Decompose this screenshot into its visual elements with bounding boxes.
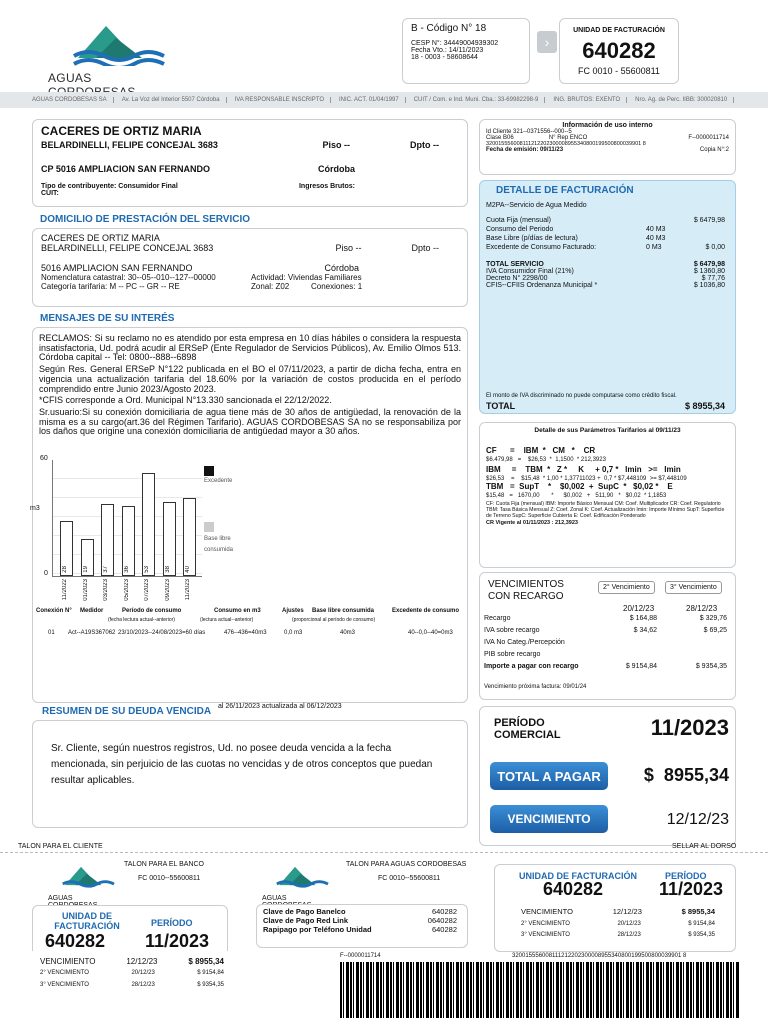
aguas-unidad-label: UNIDAD DE FACTURACIÓN — [519, 871, 637, 881]
deuda-box — [32, 720, 468, 828]
clave-pago-row — [263, 916, 461, 925]
vencimiento-row — [484, 651, 727, 663]
venc-row-label: PIB sobre recargo — [484, 651, 541, 658]
company-info-bar — [0, 92, 768, 108]
dom-dpto: Dpto -- — [411, 243, 439, 253]
clave-pago-label: Clave de Pago Banelco — [263, 907, 346, 916]
total-a-pagar-button[interactable]: TOTAL A PAGAR — [490, 762, 608, 790]
detalle-total-row — [486, 275, 729, 282]
cesp: CESP N°: 34449004939302 — [411, 40, 499, 47]
clave-pago-box — [256, 904, 468, 948]
mensajes-title: MENSAJES DE SU INTERÉS — [40, 313, 175, 324]
deuda-date: al 26/11/2023 actualizada al 06/12/2023 — [218, 703, 342, 710]
legend-excedente-label: Excedente — [204, 478, 233, 484]
water-mountain-icon — [48, 862, 122, 890]
stub-unidad-label: UNIDAD DE FACTURACIÓN — [54, 911, 120, 931]
stub-v3-date: 28/12/23 — [131, 982, 155, 988]
dom-nomen: Nomenclatura catastral: 30--05--010--127--00000 — [41, 273, 216, 282]
talon-cliente-label: TALON PARA EL CLIENTE — [18, 843, 103, 850]
info-bar-item: INIC. ACT. 01/04/1997 — [339, 97, 406, 103]
mensaje-reclamos: RECLAMOS: Si su reclamo no es atendido por esta empresa en 10 días hábiles o considera la respuesta insatisfactoria, Ud. podrá acudir al ERSeP (Ente Regulador de Servicios Públicos), Av. Emilio Olmos 513. Córdoba capital -- Tel: 0800--888--6898 — [39, 333, 461, 363]
mensaje-ersep: Según Res. General ERSeP N°122 publicada en el BO el 07/11/2023, a partir de dicha fecha, entra en vigencia una actualización tarifaria del 18.60% por la variación de costos producida en el período comprendido entre Junio 2023/Agosto 2023. — [39, 364, 461, 394]
info-bar-item: Nro. Ag. de Perc. IIBB: 300020810 — [635, 97, 734, 103]
clave-pago-row — [263, 907, 461, 916]
info-bar-item: AGUAS CORDOBESAS SA — [32, 97, 114, 103]
detalle-item — [486, 244, 729, 253]
clave-pago-label: Rapipago por Teléfono Unidad — [263, 925, 372, 934]
detalle-item-mid: 0 M3 — [646, 244, 662, 251]
detalle-total-value: $ 6479,98 — [693, 261, 725, 268]
codigo-label: B - Código N° 18 — [411, 23, 487, 34]
vencimiento-row — [484, 639, 727, 651]
detalle-item-mid: 40 M3 — [646, 226, 666, 233]
barcode-f-number: F--0000011714 — [340, 953, 381, 959]
unidad-value: 640282 — [582, 38, 656, 63]
chart-bar-label: 37 — [103, 566, 109, 573]
detalle-total-row — [486, 268, 729, 275]
detalle-total-row — [486, 282, 729, 289]
y-axis-label: m3 — [30, 505, 40, 512]
stub-v3-amount: $ 9354,35 — [197, 982, 224, 988]
detalle-service: M2PA--Servicio de Agua Medido — [486, 202, 587, 209]
unidad-label: UNIDAD DE FACTURACIÓN — [573, 27, 665, 34]
venc-row-label: IVA No Categ./Percepción — [484, 639, 565, 646]
venc-row-label: Recargo — [484, 615, 511, 622]
x-tick-label: 07/2023 — [144, 579, 150, 601]
vencimiento-date: 12/12/23 — [666, 811, 729, 828]
stub-venc-date: 12/12/23 — [126, 957, 158, 966]
dom-piso: Piso -- — [335, 243, 362, 253]
water-mountain-icon — [48, 18, 178, 66]
brand-name: AGUAS — [48, 71, 92, 85]
x-tick-label: 01/2023 — [82, 579, 89, 601]
detalle-total-row — [486, 261, 729, 268]
th-consumo: Consumo en m3 — [214, 608, 261, 614]
stub-unidad: 640282 — [45, 931, 106, 951]
periodo-label: PERÍODO COMERCIAL — [494, 717, 561, 741]
aguas-venc-amount: $ 8955,34 — [681, 907, 715, 916]
venc-row-v1: $ 164,88 — [629, 615, 657, 622]
client-name: CACERES DE ORTIZ MARIA — [41, 124, 202, 138]
clave-pago-row — [263, 925, 461, 934]
uso-interno-box — [479, 119, 736, 175]
x-tick-label: 03/2023 — [103, 579, 109, 601]
tab-2-vencimiento[interactable]: 2° Vencimiento — [598, 581, 655, 594]
barcode-number: 320015556008111212202300008955340800199500800039901 8 — [512, 953, 687, 959]
td-base: 40m3 — [340, 630, 356, 636]
x-tick-label: 11/2023 — [185, 579, 191, 601]
mensaje-conexion: Sr.usuario:Si su conexión domiciliaria de agua tiene más de 30 años de antigüedad, la renovación de la misma es a su cargo(art.36 del Régimen Tarifario). AGUAS CORDOBESAS SA no se responsabiliza por los daños que origine una conexión domiciliaria de antigüedad mayor a 30 años. — [39, 407, 461, 437]
th-sub-fecha: (fecha lectura actual--anterior) — [108, 617, 175, 623]
clave-pago-label: Clave de Pago Red Link — [263, 916, 349, 925]
dom-conexiones: Conexiones: 1 — [311, 282, 363, 291]
total-value: $ 8955,34 — [684, 401, 725, 411]
talon-brand-1: AGUAS — [48, 895, 73, 902]
info-bar-item: CUIT / Com. e Ind. Muni. Cba.: 33-69982298-9 — [414, 97, 546, 103]
uso-interno-title: Información de uso interno — [562, 122, 653, 129]
aguas-unidad: 640282 — [543, 879, 604, 899]
detalle-title: DETALLE DE FACTURACIÓN — [496, 185, 634, 196]
aguas-v3-date: 28/12/23 — [617, 932, 641, 938]
chart-bar — [142, 473, 155, 576]
plot-area — [52, 460, 202, 577]
chart-bar — [101, 504, 114, 576]
clave-pago-value: 640282 — [431, 925, 457, 934]
aguas-v3-label: 3° VENCIMIENTO — [521, 932, 570, 938]
pago-box — [479, 706, 736, 846]
venc-date-1: 20/12/23 — [623, 604, 655, 613]
param-cf-values: $6.479,98 = $26,53 * 1,1500 * 212,3923 — [486, 457, 606, 463]
client-box — [32, 119, 468, 207]
td-consumo: 476--436=40m3 — [224, 630, 267, 636]
stub-venc-label: VENCIMIENTO — [40, 957, 96, 966]
vencimiento-row — [484, 627, 727, 639]
clase: Clase B06 — [486, 135, 514, 141]
dom-actividad: Actividad: Viviendas Familiares — [251, 273, 362, 282]
fc-banco: FC 0010--55600811 — [138, 875, 201, 882]
aguas-periodo: 11/2023 — [659, 879, 724, 899]
domicilio-box — [32, 228, 468, 307]
parametros-title: Detalle de sus Parámetros Tarifarios al 09/11/23 — [534, 427, 681, 434]
id-cliente: Id Cliente 321--0371556--000--5 — [486, 129, 572, 135]
arrow-right-icon: › — [537, 31, 557, 53]
deuda-text: Sr. Cliente, según nuestros registros, Ud. no posee deuda vencida a la fecha mencionada, sin perjuicio de las cuotas no vencidas y de otros conceptos que puedan resultar aplicables. — [51, 743, 433, 786]
sellar-label: SELLAR AL DORSO — [672, 843, 737, 850]
detalle-total-label: IVA Consumidor Final (21%) — [486, 268, 574, 275]
clave-pago-value: 640282 — [431, 907, 457, 916]
talon-banco-label: TALON PARA EL BANCO — [124, 861, 205, 868]
venc-row-v2: $ 69,25 — [703, 627, 727, 634]
venc-row-v2: $ 9354,35 — [695, 663, 727, 670]
chart-bar — [163, 502, 176, 576]
chart-bar-label: 53 — [144, 566, 150, 573]
legend-base-swatch — [204, 522, 214, 532]
param-tbm: TBM = SupT * $0,002 + SupC * $0,02 * E — [486, 482, 673, 491]
vencimiento-row — [484, 663, 727, 675]
th-sub-proporcional: (proporcional al período de consumo) — [292, 617, 376, 623]
detalle-item-label: Cuota Fija (mensual) — [486, 217, 551, 224]
info-bar-item: ING. BRUTOS: EXENTO — [553, 97, 627, 103]
th-excedente: Excedente de consumo — [392, 608, 460, 614]
brand-logo — [48, 18, 178, 85]
stub-v2-amount: $ 9154,84 — [197, 970, 224, 976]
dom-cp: 5016 AMPLIACION SAN FERNANDO — [41, 263, 193, 273]
stub-v3-label: 3° VENCIMIENTO — [40, 982, 89, 988]
th-ajustes: Ajustes — [282, 608, 304, 614]
info-bar-item: IVA RESPONSABLE INSCRIPTO — [235, 97, 331, 103]
unidad-facturacion-box — [559, 18, 679, 84]
talon-logo-1 — [48, 862, 122, 909]
venc-date-2: 28/12/23 — [686, 604, 718, 613]
venc-row-v1: $ 9154,84 — [625, 663, 657, 670]
client-cp: CP 5016 AMPLIACION SAN FERNANDO — [41, 164, 211, 174]
td-ajustes: 0,0 m3 — [284, 630, 303, 636]
client-cuit: CUIT: — [41, 190, 59, 197]
param-cf: CF = IBM * CM * CR — [486, 446, 596, 455]
dom-city: Córdoba — [324, 263, 359, 273]
detalle-item-label: Base Libre (p/días de lectura) — [486, 235, 578, 242]
detalle-box — [479, 180, 736, 414]
proxima-factura: Vencimiento próxima factura: 09/01/24 — [484, 684, 587, 690]
consumo-table — [36, 608, 466, 642]
fc-number: FC 0010 - 55600811 — [578, 66, 660, 76]
aguas-venc-date: 12/12/23 — [612, 907, 642, 916]
th-periodo: Período de consumo — [122, 608, 182, 614]
client-city: Córdoba — [318, 164, 355, 174]
x-tick-label: 09/2023 — [164, 579, 171, 601]
x-tick-label: 11/2022 — [62, 579, 68, 601]
stub-vencimientos — [40, 957, 224, 988]
detalle-item-label: Consumo del Periodo — [486, 226, 554, 233]
parametros-box — [479, 422, 736, 568]
td-periodo: 23/10/2023--24/08/2023=60 días — [118, 630, 206, 636]
th-conexion: Conexión N° — [36, 608, 72, 614]
stub-venc-amount: $ 8955,34 — [188, 957, 224, 966]
client-piso: Piso -- — [322, 140, 350, 150]
stub-v2-label: 2° VENCIMIENTO — [40, 970, 89, 976]
chart-bar-label: 36 — [123, 566, 130, 573]
td-conexion: 01 — [48, 630, 55, 636]
talon-logo-2 — [262, 862, 336, 909]
dom-categoria: Categoría tarifaria: M -- PC -- GR -- RE — [41, 282, 180, 291]
total-a-pagar-value: $ 8955,34 — [643, 765, 729, 785]
detalle-total-value: $ 1036,80 — [693, 282, 725, 289]
detalle-total-label: TOTAL SERVICIO — [486, 261, 544, 268]
detalle-item — [486, 217, 729, 226]
chart-bar — [122, 506, 135, 576]
dom-name: CACERES DE ORTIZ MARIA — [41, 233, 160, 243]
chart-bar — [60, 521, 73, 576]
venc-row-label: IVA sobre recargo — [484, 627, 540, 634]
chart-bar-label: 38 — [164, 566, 171, 573]
chart-bar-label: 19 — [82, 566, 89, 573]
y-tick-top: 60 — [40, 455, 48, 462]
fecha-vto: Fecha Vto.: 14/11/2023 — [411, 47, 484, 54]
aguas-v2-date: 20/12/23 — [617, 921, 641, 927]
talon-brand-2: AGUAS — [262, 895, 287, 902]
info-bar-item: Av. La Voz del Interior 5507 Córdoba — [122, 97, 227, 103]
tab-3-vencimiento[interactable]: 3° Vencimiento — [665, 581, 722, 594]
y-tick-bottom: 0 — [44, 570, 48, 577]
param-ibm-values: $26,53 = $15,48 * 1,00 * 1,37711023 + 0,7 * $7,448109 >= $7,448109 — [486, 476, 687, 482]
code-box — [402, 18, 530, 84]
detalle-item — [486, 235, 729, 244]
client-dpto: Dpto -- — [410, 140, 439, 150]
chart-bar-label: 40 — [185, 566, 191, 573]
th-base: Base libre consumida — [312, 608, 375, 614]
total-label: TOTAL — [486, 401, 516, 411]
talon-banco-box — [32, 905, 228, 951]
copia: Copia N°:2 — [699, 147, 729, 153]
water-mountain-icon — [262, 862, 336, 890]
venc-row-v2: $ 329,76 — [699, 615, 727, 622]
mensaje-cfis: *CFIS corresponde a Ord. Municipal N°13.330 sancionada el 22/12/2022. — [39, 395, 332, 406]
rep: N° Rep ENCO — [548, 135, 588, 141]
detalle-item — [486, 226, 729, 235]
talon-aguas-box — [494, 864, 736, 952]
chart-bar — [81, 539, 94, 576]
detalle-total-value: $ 1360,80 — [693, 268, 725, 275]
internal-number: 320015556008111212202300008955340800199500800039901 8 — [486, 141, 646, 147]
cr-vigente: CR Vigente al 01/11/2023 : 212,3923 — [486, 519, 578, 526]
venc-row-v1: $ 34,62 — [633, 627, 657, 634]
legend-base — [204, 522, 240, 556]
dom-zonal: Zonal: Z02 — [251, 282, 290, 291]
detalle-total-value: $ 77,76 — [701, 275, 725, 282]
talon-aguas-label: TALON PARA AGUAS CORDOBESAS — [346, 861, 467, 868]
chart-bar — [183, 498, 196, 576]
fc-aguas: FC 0010--55600811 — [378, 875, 441, 882]
detalle-item-mid: 40 M3 — [646, 235, 666, 242]
periodo-value: 11/2023 — [650, 715, 729, 740]
detalle-item-label: Excedente de Consumo Facturado: — [486, 244, 597, 251]
aguas-venc-label: VENCIMIENTO — [521, 907, 573, 916]
stub-v2-date: 20/12/23 — [131, 970, 155, 976]
stub-periodo-label: PERÍODO — [151, 918, 193, 928]
stub-periodo: 11/2023 — [145, 931, 210, 951]
param-ibm: IBM = TBM * Z * K + 0,7 * Imin >= Imin — [486, 465, 681, 474]
detalle-total-label: CFIS--CFIIS Ordenanza Municipal * — [486, 282, 598, 289]
client-tipo: Tipo de contribuyente: Consumidor Final — [41, 183, 178, 190]
vencimiento-button[interactable]: VENCIMIENTO — [490, 805, 608, 833]
aguas-v2-amount: $ 9154,84 — [688, 921, 715, 927]
domicilio-title: DOMICILIO DE PRESTACIÓN DEL SERVICIO — [40, 214, 251, 225]
detalle-item-value: $ 6479,98 — [693, 217, 725, 224]
aguas-v3-amount: $ 9354,35 — [688, 932, 715, 938]
vencimientos-box — [479, 572, 736, 700]
vencimientos-title: VENCIMIENTOS CON RECARGO — [488, 579, 564, 602]
aguas-periodo-label: PERÍODO — [665, 871, 707, 881]
barcode — [340, 962, 740, 1018]
aguas-v2-label: 2° VENCIMIENTO — [521, 921, 570, 927]
iva-note: El monto de IVA discriminado no puede computarse como crédito fiscal. — [486, 393, 677, 399]
th-sub-lectura: (lectura actual--anterior) — [200, 617, 254, 623]
legend-base-label: Base libre consumida — [204, 536, 234, 553]
detalle-total-label: Decreto N° 2298/00 — [486, 275, 548, 282]
th-medidor: Medidor — [80, 608, 104, 614]
param-legend: CF: Cuota Fija (mensual) IBM: Importe Básico Mensual CM: Coef. Multiplicador CR: Coef. Regulatorio TBM: Tasa Básica Mensual Z: Coef. Zonal K: Coef. Actualización Imin: Importe Mínimo SupT: Superficie de Terreno SupC: Superficie Cubierta E: Coef. Edificación Ponderado — [486, 501, 725, 520]
cut-line — [0, 852, 768, 853]
param-tbm-values: $15,48 = 1670,00 * $0,002 + 511,90 * $0,02 * 1,1853 — [486, 493, 667, 499]
chart-bar-label: 28 — [62, 566, 68, 573]
deuda-title: RESUMEN DE SU DEUDA VENCIDA — [42, 706, 212, 717]
nro-factura: 18 - 0003 - 58608644 — [411, 54, 478, 61]
fecha-emision: Fecha de emisión: 09/11/23 — [486, 147, 564, 153]
table-row — [36, 630, 466, 642]
clave-pago-value: 0640282 — [427, 916, 457, 925]
vencimiento-row — [484, 615, 727, 627]
td-medidor: Act--A19S367062 — [68, 630, 116, 636]
client-ingresos: Ingresos Brutos: — [298, 183, 355, 190]
venc-row-label: Importe a pagar con recargo — [484, 663, 579, 670]
td-excedente: 40--0,0--40=0m3 — [408, 630, 453, 636]
legend-excedente-swatch — [204, 466, 214, 476]
f-number: F--0000011714 — [688, 135, 729, 141]
detalle-item-value: $ 0,00 — [705, 244, 725, 251]
dom-address: BELARDINELLI, FELIPE CONCEJAL 3683 — [41, 243, 214, 253]
x-tick-label: 05/2023 — [123, 579, 130, 601]
legend-excedente — [204, 466, 232, 484]
client-address: BELARDINELLI, FELIPE CONCEJAL 3683 — [41, 140, 218, 150]
